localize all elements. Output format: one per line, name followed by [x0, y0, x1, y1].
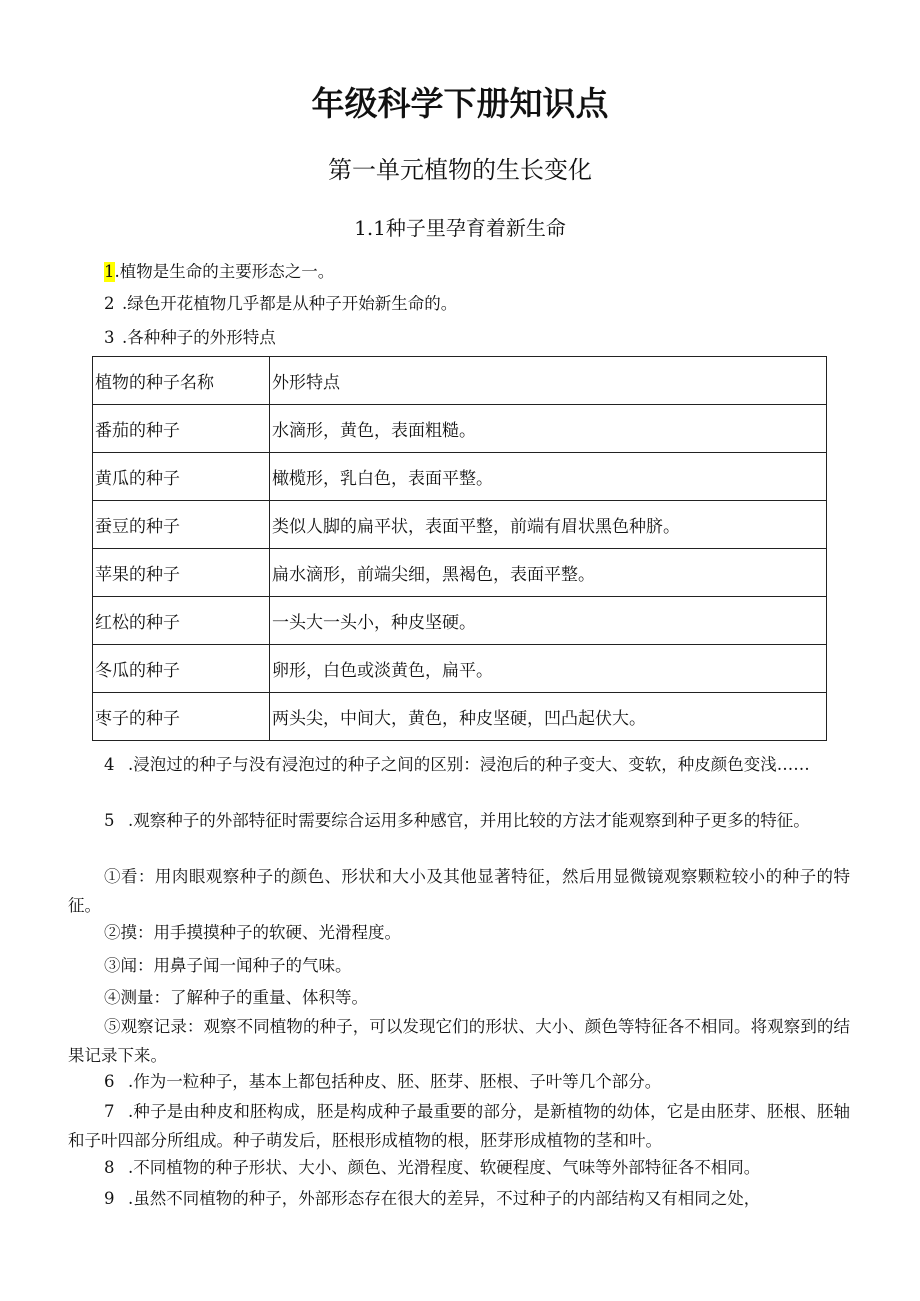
feature-cell: 类似人脚的扁平状，表面平整，前端有眉状黑色种脐。 [270, 501, 827, 549]
paragraph-number: 9 [104, 1189, 115, 1208]
paragraph-text: ③闻：用鼻子闻一闻种子的气味。 [104, 956, 352, 975]
paragraph-7 [68, 1097, 850, 1155]
feature-cell: 扁水滴形，前端尖细，黑褐色，表面平整。 [270, 549, 827, 597]
seed-name-cell: 黄瓜的种子 [93, 453, 270, 501]
item-number: 2 [104, 294, 115, 313]
paragraph-text: .观察种子的外部特征时需要综合运用多种感官，并用比较的方法才能观察到种子更多的特征。 [128, 811, 810, 830]
feature-cell: 橄榄形，乳白色，表面平整。 [270, 453, 827, 501]
seed-name-cell: 蚕豆的种子 [93, 501, 270, 549]
list-item [104, 262, 334, 282]
paragraph-8 [68, 1153, 850, 1182]
item-text: .各种种子的外形特点 [122, 328, 276, 347]
item-text: .植物是生命的主要形态之一。 [114, 262, 335, 281]
seed-name-cell: 枣子的种子 [93, 693, 270, 741]
table-header-row [93, 357, 827, 405]
paragraph-text: .种子是由种皮和胚构成，胚是构成种子最重要的部分，是新植物的幼体，它是由胚芽、胚根、胚轴和子叶四部分所组成。种子萌发后，胚根形成植物的根，胚芽形成植物的茎和叶。 [68, 1102, 850, 1150]
paragraph-text: .浸泡过的种子与没有浸泡过的种子之间的区别：浸泡后的种子变大、变软，种皮颜色变浅…… [128, 755, 810, 774]
paragraph-text: ⑤观察记录：观察不同植物的种子，可以发现它们的形状、大小、颜色等特征各不相同。将观察到的结果记录下来。 [68, 1017, 850, 1065]
paragraph-look [68, 862, 850, 920]
list-item [104, 294, 457, 314]
unit-heading: 第一单元植物的生长变化 [328, 156, 592, 184]
paragraph-text: .虽然不同植物的种子，外部形态存在很大的差异，不过种子的内部结构又有相同之处， [128, 1189, 761, 1208]
paragraph-number: 5 [104, 811, 115, 830]
paragraph-number: 8 [104, 1158, 115, 1177]
seed-name-cell: 红松的种子 [93, 597, 270, 645]
item-number-highlighted: 1 [104, 262, 115, 281]
seed-name-cell: 苹果的种子 [93, 549, 270, 597]
seed-name-cell: 冬瓜的种子 [93, 645, 270, 693]
header-features: 外形特点 [270, 357, 827, 405]
table-row [93, 693, 827, 741]
seed-features-table [92, 356, 827, 741]
table-row [93, 597, 827, 645]
item-number: 3 [104, 328, 115, 347]
paragraph-number: 7 [104, 1102, 115, 1121]
feature-cell: 两头尖，中间大，黄色，种皮坚硬，凹凸起伏大。 [270, 693, 827, 741]
paragraph-number: 4 [104, 755, 115, 774]
paragraph-text: .作为一粒种子，基本上都包括种皮、胚、胚芽、胚根、子叶等几个部分。 [128, 1072, 662, 1091]
feature-cell: 卵形，白色或淡黄色，扁平。 [270, 645, 827, 693]
feature-cell: 水滴形，黄色，表面粗糙。 [270, 405, 827, 453]
table-row [93, 645, 827, 693]
paragraph-5 [68, 806, 850, 835]
lesson-heading: 1.1种子里孕育着新生命 [354, 216, 566, 240]
paragraph-4 [68, 750, 850, 779]
table-row [93, 405, 827, 453]
paragraph-text: .不同植物的种子形状、大小、颜色、光滑程度、软硬程度、气味等外部特征各不相同。 [128, 1158, 761, 1177]
seed-name-cell: 番茄的种子 [93, 405, 270, 453]
header-seed-name: 植物的种子名称 [93, 357, 270, 405]
paragraph-touch [68, 918, 850, 947]
paragraph-text: ①看：用肉眼观察种子的颜色、形状和大小及其他显著特征，然后用显微镜观察颗粒较小的种子的特征。 [68, 867, 850, 915]
table-row [93, 549, 827, 597]
paragraph-smell [68, 951, 850, 980]
paragraph-9 [68, 1184, 850, 1213]
paragraph-number: 6 [104, 1072, 115, 1091]
list-item [104, 328, 276, 348]
paragraph-measure [68, 983, 850, 1012]
item-text: .绿色开花植物几乎都是从种子开始新生命的。 [122, 294, 458, 313]
paragraph-6 [68, 1067, 850, 1096]
paragraph-text: ②摸：用手摸摸种子的软硬、光滑程度。 [104, 923, 401, 942]
feature-cell: 一头大一头小，种皮坚硬。 [270, 597, 827, 645]
table-row [93, 453, 827, 501]
paragraph-text: ④测量：了解种子的重量、体积等。 [104, 988, 368, 1007]
document-title: 年级科学下册知识点 [311, 84, 609, 123]
table-row [93, 501, 827, 549]
paragraph-record [68, 1012, 850, 1070]
